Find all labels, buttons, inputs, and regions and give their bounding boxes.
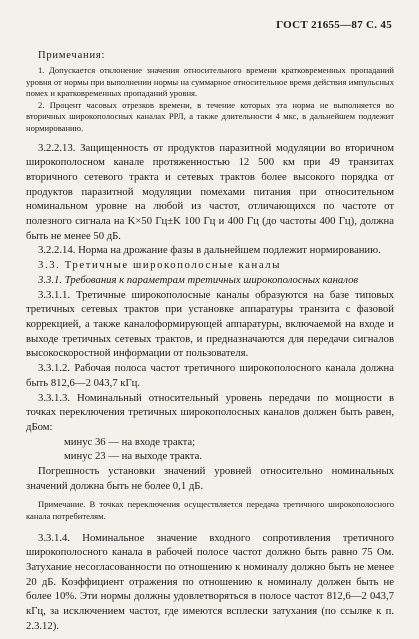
list-item: минус 23 — на выходе тракта. — [64, 450, 203, 463]
paragraph-3-3-1-4: 3.3.1.4. Номинальное значение входного сопротивления третичного широкополосного канала в рабочей полосе частот должно быть равно 75 Ом. Затухание несогласованности по отношению к номиналу должно быть не менее 20 дБ. Коэффициент отражения по отношению к номиналу должен быть не более 10%. Эти нормы должны удовлетворяться в полосе частот 812,6—2 043,7 кГц, за исключением частот, где имеются всплески затухания (по ссылке к п. 2.3.12). — [26, 531, 394, 632]
paragraph-3-3-1-1: 3.3.1.1. Третичные широкополосные каналы образуются на базе типовых третичных сетевых трактов при установке аппаратуры транзита с фазовой коррекцией, а также каналоформирующей аппаратуры, включаемой на входе и выходе третичных сетевых трактов, и предназначаются для передачи сигналов высокоскоростной информации от пользователя. — [26, 288, 394, 360]
page-header: ГОСТ 21655—87 С. 45 — [276, 19, 392, 31]
note-switching: Примечание. В точках переключения осуществляется передача третичного широкополосного канала потребителям. — [26, 499, 394, 522]
paragraph-3-2-2-13: 3.2.2.13. Защищенность от продуктов паразитной модуляции во вторичном широкополосном канале протяженностью 12 500 км при 49 транзитах вторичного сетевого тракта и сетевых трактов более высокого порядка от продуктов паразитной модуляции помехами питания при относительном номинальном уровне на любой из частот, отличающихся по частоте от полезного сигнала на K×50 Гц±K 100 Гц и 400 Гц (до частоты 400 Гц), должна быть не менее 50 дБ. — [26, 141, 394, 242]
notes-title: Примечания: — [38, 50, 106, 61]
paragraph-3-2-2-14: 3.2.2.14. Норма на дрожание фазы в дальнейшем подлежит нормированию. — [38, 244, 381, 257]
paragraph-3-3-1-3: 3.3.1.3. Номинальный относительный уровень передачи по мощности в точках переключения третичных широкополосных каналов должен быть равен, дБом: — [26, 391, 394, 433]
paragraph-accuracy: Погрешность установки значений уровней относительно номинальных значений должна быть не более 0,1 дБ. — [26, 465, 394, 492]
list-item: минус 36 — на входе тракта; — [64, 435, 196, 448]
section-3-3-1-title: 3.3.1. Требования к параметрам третичных широкополосных каналов — [38, 273, 359, 286]
section-3-3-title: 3.3. Третичные широкополосные каналы — [38, 259, 281, 272]
note-2: 2. Процент часовых отрезков времени, в течение которых эта норма не выполняется во вторичных широкополосных каналах РРЛ, а также длительности 4 мкс, в дальнейшем подлежит нормированию. — [26, 99, 394, 133]
spacer — [26, 523, 394, 531]
page-content — [26, 50, 394, 634]
note-1: 1. Допускается отклонение значения относительного времени кратковременных пропаданий уровня от нормы при выполнении нормы на суммарное относительное время действия импульсных помех и кратковременных пропаданий уровня. — [26, 65, 394, 99]
paragraph-3-3-1-2: 3.3.1.2. Рабочая полоса частот третичного широкополосного канала должна быть 812,6—2 043,7 кГц. — [26, 362, 394, 389]
levels-list — [26, 435, 394, 464]
